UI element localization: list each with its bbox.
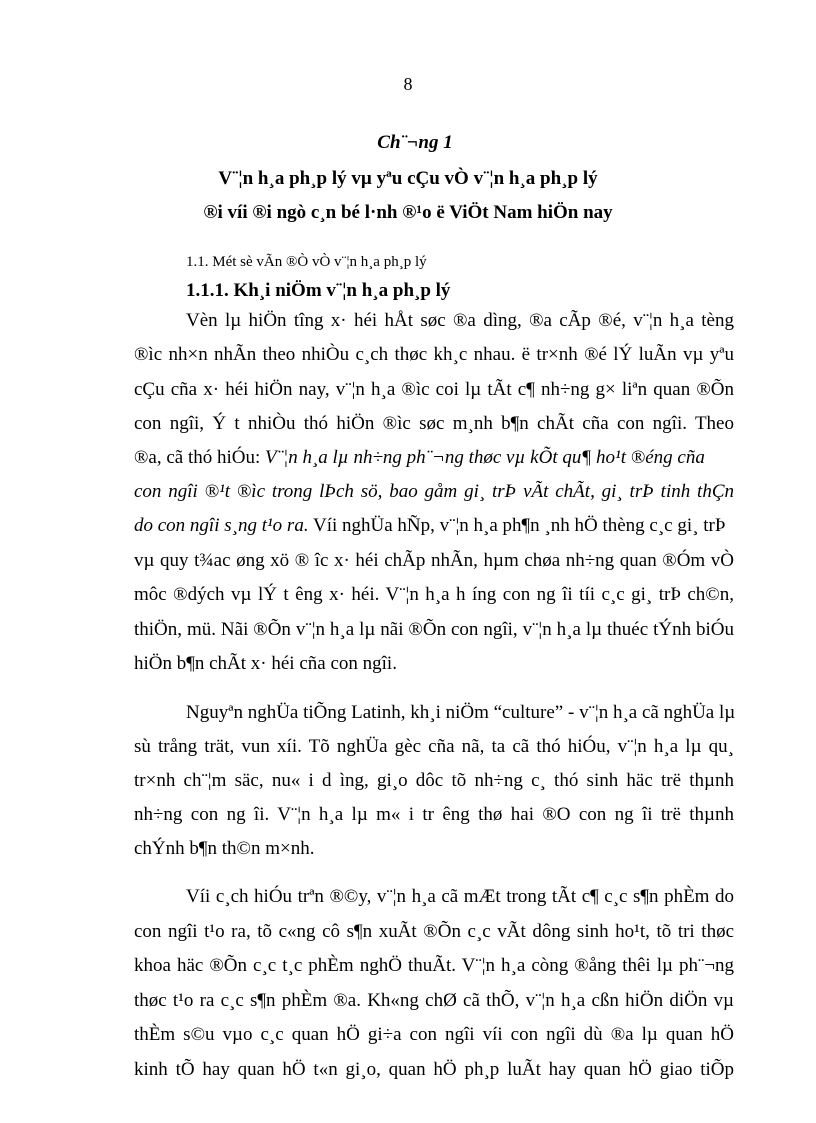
chapter-heading-line-1: V¨¦n h¸a ph¸p lý vµ yªu cÇu vÒ v¨¦n h¸a ph¸p lý	[218, 168, 598, 189]
body-text: Víi nghÜa hÑp, v¨¦n h¸a ph¶n ¸nh hÖ thèng c¸c gi¸ trÞ	[308, 515, 726, 536]
body-line: hiÖn b¶n chÃt x· héi cña con ngîi.	[134, 653, 397, 674]
body-line: môc ®dých vµ lÝ t êng x· héi. V¨¦n h¸a h íng con ng îi tíi c¸c gi¸ trÞ ch©n,	[134, 584, 734, 605]
chapter-heading-line-2: ®i víi ®i ngò c¸n bé l·nh ®¹o ë ViÖt Nam hiÖn nay	[203, 202, 613, 223]
body-line: chÝnh b¶n th©n m×nh.	[134, 838, 315, 859]
body-line: cÇu cña x· héi hiÖn nay, v¨¦n h¸a ®ìc coi lµ tÃt c¶ nh÷ng g× liªn quan ®Õn	[134, 379, 734, 400]
body-line: tr×nh ch¨¦m säc, nu« i d ìng, gi¸o dôc tõ nh÷ng c¸ thó sinh häc trë thµnh	[134, 770, 734, 791]
body-line: thøc t¹o ra c¸c s¶n phÈm ®a. Kh«ng chØ cã thÕ, v¨¦n h¸a cßn hiÖn diÖn vµ	[134, 990, 734, 1011]
body-line: Víi c¸ch hiÓu trªn ®©y, v¨¦n h¸a cã mÆt trong tÃt c¶ c¸c s¶n phÈm do	[186, 886, 734, 907]
body-line: con ngîi, Ý t nhiÒu thó hiÖn ®ìc søc m¸nh b¶n chÃt cña con ngîi. Theo	[134, 413, 734, 434]
body-line-mixed	[134, 514, 734, 538]
definition-text: do con ngîi s¸ng t¹o ra.	[134, 515, 309, 536]
body-line: ®ìc nh×n nhÃn theo nhiÒu c¸ch thøc kh¸c nhau. ë tr×nh ®é lÝ luÃn vµ yªu	[134, 344, 734, 365]
body-line: nh÷ng con ng îi. V¨¦n h¸a lµ m« i tr êng thø hai ®O con ng îi trë thµnh	[134, 804, 734, 825]
definition-line: con ngîi ®¹t ®ìc trong lÞch sö, bao gåm gi¸ trÞ vÃt chÃt, gi¸ trÞ tinh thÇn	[134, 481, 734, 502]
chapter-title: Ch¨¬ng 1	[377, 132, 453, 153]
body-line: kinh tÕ hay quan hÖ t«n gi¸o, quan hÖ ph¸p luÃt hay quan hÖ giao tiÕp	[134, 1059, 734, 1080]
body-line: Nguyªn nghÜa tiÕng Latinh, kh¸i niÖm “culture” - v¨¦n h¸a cã nghÜa lµ	[186, 702, 736, 723]
page-number: 8	[403, 74, 413, 94]
body-line: thÈm s©u vµo c¸c quan hÖ gi÷a con ngîi víi con ngîi dù ®a lµ quan hÖ	[134, 1024, 734, 1045]
body-line: vµ quy t¾ac øng xö ® îc x· héi chÃp nhÃn, hµm chøa nh÷ng quan ®Óm vÒ	[134, 550, 734, 571]
body-line: khoa häc ®Õn c¸c t¸c phÈm nghÖ thuÃt. V¨¦n h¸a còng ®ång thêi lµ ph¨¬ng	[134, 955, 734, 976]
body-line: thiÖn, mü. Nãi ®Õn v¨¦n h¸a lµ nãi ®Õn con ngîi, v¨¦n h¸a lµ thuéc tÝnh biÓu	[134, 619, 734, 640]
body-line: Vèn lµ hiÖn tîng x· héi hÅt søc ®a dìng, ®a cÃp ®é, v¨¦n h¸a tèng	[186, 310, 734, 331]
definition-text: V¨¦n h¸a lµ nh÷ng ph¨¬ng thøc vµ kÕt qu¶ ho¹t ®éng cña	[265, 447, 705, 468]
subsection-heading: 1.1.1. Kh¸i niÖm v¨¦n h¸a ph¸p lý	[186, 280, 451, 301]
body-text: ®a, cã thó hiÓu:	[134, 447, 266, 468]
body-line-mixed	[134, 446, 734, 470]
body-line: con ngîi t¹o ra, tõ c«ng cô s¶n xuÃt ®Õn c¸c vÃt dông sinh ho¹t, tõ tri thøc	[134, 921, 734, 942]
body-line: sù trång trät, vun xíi. Tõ nghÜa gèc cña nã, ta cã thó hiÓu, v¨¦n h¸a lµ qu¸	[134, 736, 734, 757]
section-heading: 1.1. Mét sè vÃn ®Ò vÒ v¨¦n h¸a ph¸p lý	[186, 254, 427, 270]
